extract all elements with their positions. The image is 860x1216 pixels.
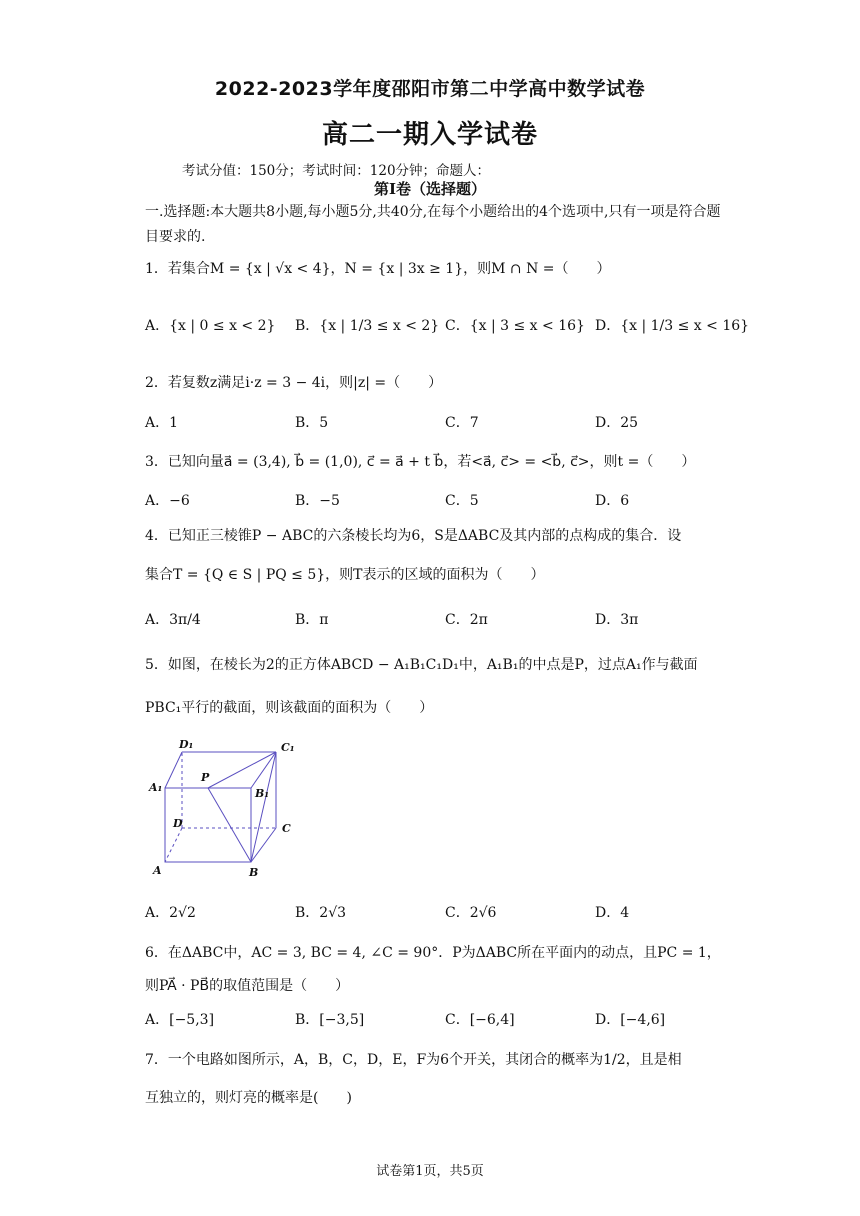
exam-meta: 考试分值：150分；考试时间：120分钟；命题人： [182, 163, 491, 179]
question-3-option-a: A．−6 [145, 493, 190, 509]
question-1-option-c: C．{x | 3 ≤ x < 16} [445, 318, 585, 334]
section-heading: 第I卷（选择题） [373, 180, 487, 198]
question-3-stem: 3．已知向量a⃗ = (3,4), b⃗ = (1,0), c⃗ = a⃗ + t b⃗，若<a⃗, c⃗> = <b⃗, c⃗>，则t =（ ） [145, 454, 696, 470]
question-1-option-b: B．{x | 1/3 ≤ x < 2} [295, 318, 440, 334]
question-7-stem-line-2: 互独立的，则灯亮的概率是( ) [145, 1090, 352, 1106]
question-6-stem-line-1: 6．在ΔABC中，AC = 3, BC = 4, ∠C = 90°．P为ΔABC所在平面内的动点，且PC = 1， [145, 945, 721, 961]
figure-label-p: P [201, 771, 210, 784]
question-1-option-a: A．{x | 0 ≤ x < 2} [145, 318, 276, 334]
question-5-stem-line-2: PBC₁平行的截面，则该截面的面积为（ ） [145, 700, 434, 716]
page-footer: 试卷第1页，共5页 [376, 1164, 484, 1179]
exam-subtitle: 高二一期入学试卷 [321, 120, 538, 150]
figure-label-d1: D₁ [179, 738, 194, 751]
exam-title: 2022-2023学年度邵阳市第二中学高中数学试卷 [214, 78, 646, 100]
question-5-option-a: A．2√2 [145, 905, 196, 921]
figure-label-a1: A₁ [149, 781, 163, 794]
question-6-option-c: C．[−6,4] [445, 1012, 515, 1028]
question-4-stem-line-2: 集合T = {Q ∈ S | PQ ≤ 5}，则T表示的区域的面积为（ ） [145, 567, 545, 583]
figure-label-a: A [153, 864, 162, 877]
figure-label-b: B [249, 866, 259, 879]
question-5-option-d: D．4 [595, 905, 630, 921]
question-6-option-a: A．[−5,3] [145, 1012, 215, 1028]
question-5-option-c: C．2√6 [445, 905, 497, 921]
question-4-option-c: C．2π [445, 612, 488, 628]
figure-label-c1: C₁ [281, 741, 295, 754]
figure-label-c: C [282, 822, 291, 835]
question-1-stem: 1．若集合M = {x | √x < 4}，N = {x | 3x ≥ 1}，则M ∩ N =（ ） [145, 261, 611, 277]
question-6-option-d: D．[−4,6] [595, 1012, 666, 1028]
question-3-option-c: C．5 [445, 493, 479, 509]
question-6-option-b: B．[−3,5] [295, 1012, 365, 1028]
question-6-stem-line-2: 则PA⃗ · PB⃗的取值范围是（ ） [145, 978, 350, 994]
question-2-stem: 2．若复数z满足i·z = 3 − 4i，则|z| =（ ） [145, 375, 443, 391]
cube-figure [145, 735, 310, 885]
question-5-stem-line-1: 5．如图，在棱长为2的正方体ABCD − A₁B₁C₁D₁中，A₁B₁的中点是P，过点A₁作与截面 [145, 657, 698, 673]
question-2-option-b: B．5 [295, 415, 329, 431]
instructions: 一.选择题:本大题共8小题,每小题5分,共40分,在每个小题给出的4个选项中,只有一项是符合题目要求的. [145, 204, 721, 245]
question-5-option-b: B．2√3 [295, 905, 347, 921]
question-3-option-b: B．−5 [295, 493, 340, 509]
question-4-stem-line-1: 4．已知正三棱锥P − ABC的六条棱长均为6，S是ΔABC及其内部的点构成的集合．设 [145, 528, 682, 544]
question-2-option-c: C．7 [445, 415, 479, 431]
question-4-option-b: B．π [295, 612, 329, 628]
question-1-option-d: D．{x | 1/3 ≤ x < 16} [595, 318, 750, 334]
figure-label-d: D [173, 817, 183, 830]
question-4-option-d: D．3π [595, 612, 639, 628]
question-4-option-a: A．3π/4 [145, 612, 201, 628]
question-7-stem-line-1: 7．一个电路如图所示，A，B，C，D，E，F为6个开关，其闭合的概率为1/2，且是相 [145, 1052, 682, 1068]
question-2-option-d: D．25 [595, 415, 639, 431]
question-2-option-a: A．1 [145, 415, 179, 431]
figure-label-b1: B₁ [255, 787, 270, 800]
question-3-option-d: D．6 [595, 493, 630, 509]
